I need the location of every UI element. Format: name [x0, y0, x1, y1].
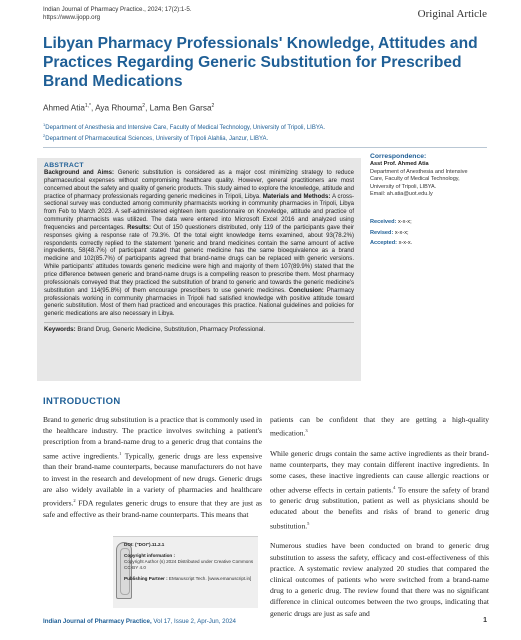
intro-text: patients can be confident that they are getting a high-quality medication. [270, 415, 489, 438]
article-dates [370, 217, 412, 249]
author-name: Lama Ben Garsa [149, 103, 212, 113]
journal-url[interactable]: https://www.ijopp.org [43, 14, 101, 21]
author-name: Aya Rhouma [95, 103, 143, 113]
keywords [44, 326, 354, 334]
article-title: Libyan Pharmacy Professionals' Knowledge, Attitudes and Practices Regarding Generic Substitution for Prescribed Brand Medications [43, 35, 478, 90]
affiliation-sup: 1 [43, 122, 46, 127]
citation-ref: 4 [393, 484, 396, 490]
intro-paragraph [270, 414, 489, 439]
affiliation-1 [43, 121, 325, 132]
author-sup: 2 [211, 103, 215, 109]
abstract-bg-text: Generic substitution is considered as a major cost minimizing strategy to reduce pharmaceutical expenses without compromising healthcare quality. However, general practitioners are most concerned about the safety and quality of generic products. This study aimed to explore the knowledge, attitude and practice of pharmacy professionals regarding generic medicines in Tripoli, Libya. [44, 170, 355, 200]
intro-paragraph: Numerous studies have been conducted on brand to generic drug substitution to assess the safety, efficacy and cost-effectiveness of this practice. A systematic review analyzed 20 studies that compared the clinical outcomes of patients who were switched from a brand-name drug to a generic drug. The review found that there was no significant difference in clinical outcomes between the two groups, indicating that generic drugs are just as safe and [270, 541, 489, 618]
accepted-label: Accepted: [370, 240, 398, 246]
publishing-partner [124, 576, 254, 582]
intro-paragraph [43, 414, 262, 520]
received-value: x-x-x; [396, 219, 412, 225]
keywords-text: Brand Drug, Generic Medicine, Substitution, Pharmacy Professional. [75, 326, 266, 334]
keywords-label: Keywords: [44, 326, 76, 334]
affiliations [43, 121, 325, 143]
citation-ref: 5 [307, 520, 310, 526]
citation-ref: 3 [305, 428, 308, 434]
page-number: 1 [483, 617, 487, 624]
article-info-box [113, 536, 258, 608]
intro-column-left [43, 414, 262, 520]
doi: DOI: ("DOI").11.2.1 [124, 542, 165, 547]
accepted-date [370, 238, 412, 249]
journal-citation: Indian Journal of Pharmacy Practice., 2024; 17(2):1-5. [43, 6, 192, 13]
affiliation-text: Department of Pharmaceutical Sciences, University of Tripoli Alahlia, Janzur, LIBYA. [45, 136, 269, 142]
abstract-heading: ABSTRACT [44, 162, 84, 169]
citation-ref: 1 [119, 450, 122, 456]
intro-text: FDA regulates generic drugs to ensure that they are just as safe and effective as their brand-name counterparts. This means that [43, 498, 262, 519]
correspondence-heading: Correspondence: [370, 153, 427, 160]
abstract-bg-label: Background and Aims: [44, 170, 115, 176]
citation-ref: 2 [73, 497, 76, 503]
publisher-text: EManuscript Tech. [www.emanuscript.in] [167, 576, 252, 581]
article-type: Original Article [417, 8, 487, 20]
intro-text: While generic drugs contain the same active ingredients as their brand-name counterparts, they may contain different inactive ingredients. In some cases, these inactive ingredients can cause allergic reactions or other adverse effects in certain patients. [270, 448, 489, 495]
introduction-heading: INTRODUCTION [43, 396, 121, 407]
intro-text: Brand to generic drug substitution is a practice that is commonly used in the healthcare industry. The practice involves switching a patient's prescription from a brand-name drug to a generic drug that contains the same active ingredients. [43, 415, 262, 461]
abstract-results-text: Out of 150 questioners distributed, only 119 of the participants gave their responses giving a response rate of 79.3%. Of the total eight knowledge items examined, about 93(78.2%) respondents correctly replied to the statement 'generic and brand medicines contain the same amount of active ingredients, 58(48.7%) of participant stated that generic medicine has the same bioequivalence as a brand medicine and 102(85.7%) of participants agreed that brand-name drugs can be replaced with generic versions. While participants' attitudes towards generic medicine were high and majority of them 107(89.9%) stated that the price difference between generic and brand-name drugs is a compelling reason to prescribe them. Most pharmacy professionals conveyed that they practiced the substitution of brand to generic and towards the generic medicine's substitution and 114(95.8%) of them encourage prescribers to use generic medicines. [44, 224, 354, 294]
keywords-divider [44, 322, 354, 323]
abstract-results-label: Results: [127, 224, 151, 231]
publisher-label: Publishing Partner : [124, 576, 168, 581]
author-sup: 1,* [84, 103, 91, 109]
footer-journal: Indian Journal of Pharmacy Practice, [43, 618, 152, 625]
author-sup: 2 [142, 103, 146, 109]
footer-issue: Vol 17, Issue 2, Apr-Jun, 2024 [151, 618, 236, 625]
correspondence-line: University of Tripoli, LIBYA. [370, 183, 437, 190]
affiliation-sup: 2 [43, 133, 46, 138]
revised-value: x-x-x; [393, 229, 409, 236]
abstract-conclusion-text: Pharmacy professionals working in community pharmacies in Tripoli had satisfied knowledge with positive attitude toward generic substitution. Most of them had practiced and encourages this practice. National guidelines and policies for generic medications are also necessary in Libya. [44, 287, 354, 318]
abstract-box [37, 158, 361, 381]
revised-label: Revised: [370, 229, 394, 236]
received-label: Received: [370, 219, 397, 225]
abstract-methods-label: Materials and Methods: [262, 193, 331, 200]
running-header [43, 6, 192, 22]
intro-text: To ensure the safety of brand to generic drug substitution, patient as well as physicians should be educated about the benefits and risks of brand to generic drug substitution. [270, 485, 490, 531]
received-date [370, 217, 412, 228]
correspondence-name: Asst Prof. Ahmed Atia [370, 161, 429, 167]
abstract-methods-text: A cross-sectional survey was conducted among community pharmacists working in community pharmacies in Tripoli, Libya from Feb to March 2023. A self-administered eighteen item questionnaire on Knowledge, attitude and practice of community pharmacists was utilized. The data were entered into Microsoft Excel 2016 and analyzed using frequencies and percentages. [44, 193, 355, 231]
correspondence-email[interactable]: Email: ah.atia@uot.edu.ly [370, 191, 433, 197]
header-divider [43, 147, 487, 148]
page-footer [43, 618, 236, 625]
abstract-text [44, 170, 354, 319]
article-info [124, 542, 254, 582]
affiliation-2 [43, 132, 325, 143]
correspondence-block [370, 153, 495, 199]
abstract-conclusion-label: Conclusion: [288, 287, 324, 294]
intro-paragraph [270, 448, 489, 531]
revised-date [370, 228, 412, 239]
intro-column-right [270, 414, 489, 619]
copyright-text: Copyright Author (s) 2024 Distributed under Creative Commons CC-BY 4.0 [124, 559, 254, 570]
correspondence-line: Department of Anesthesia and Intensive [370, 168, 468, 175]
accepted-value: x-x-x. [397, 240, 413, 246]
author-list: Ahmed Atia$^{1,*}$, Aya Rhouma$^2$, Lama Ben Garsa$^2$ [43, 103, 215, 113]
correspondence-line: Care, Faculty of Medical Technology, [370, 176, 460, 182]
intro-text: Typically, generic drugs are less expensive than their brand-name counterparts, because manufacturers do not have to invest in the research and development of new drugs. Generic drugs are also widely available in a variety of pharmacies and healthcare providers. [43, 451, 262, 508]
author-name: Ahmed Atia [43, 103, 85, 113]
affiliation-text: Department of Anesthesia and Intensive Care, Faculty of Medical Technology, University of Tripoli, LIBYA. [45, 125, 326, 131]
copyright-label: Copyright information : [124, 553, 176, 558]
